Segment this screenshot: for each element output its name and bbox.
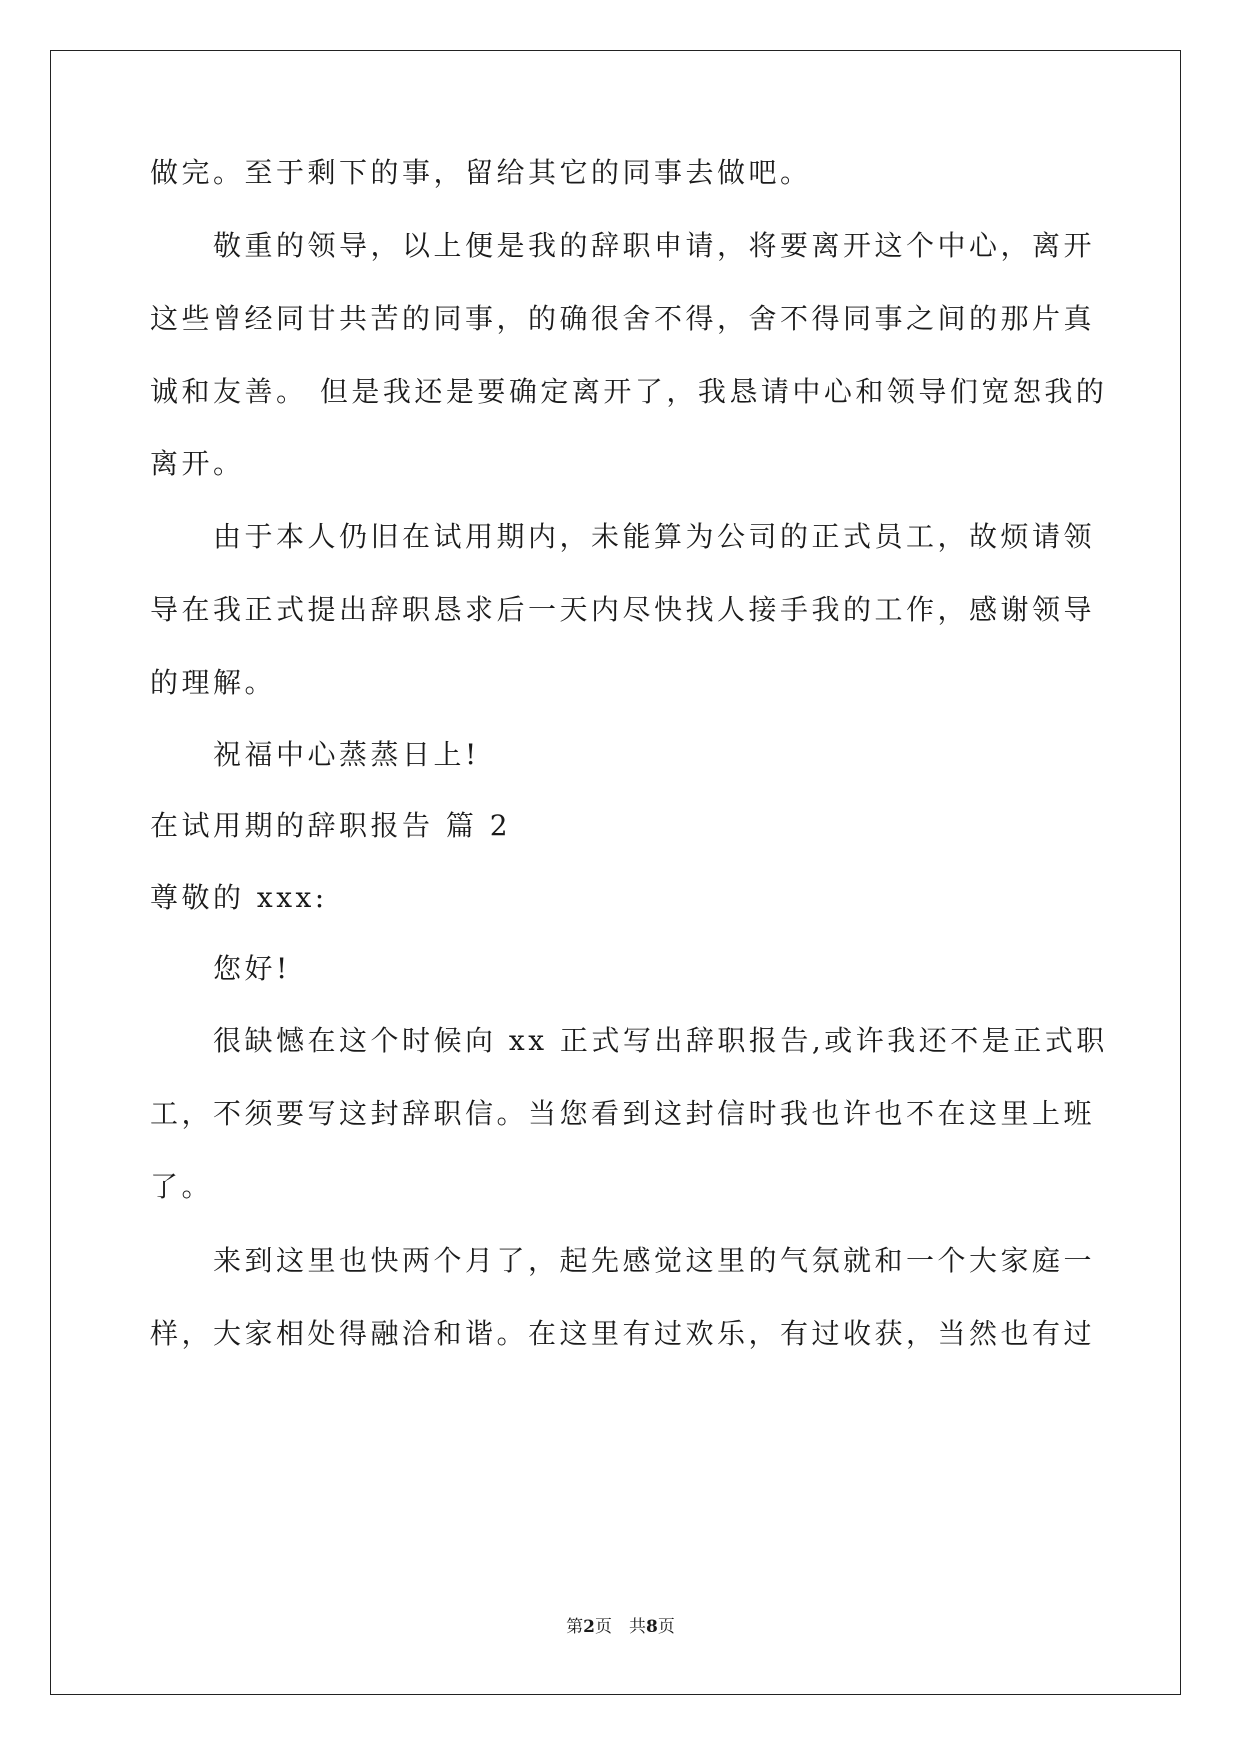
greeting: 您好! <box>213 952 291 985</box>
salutation: 尊敬的 xxx: <box>150 881 328 914</box>
footer-prefix: 第 <box>566 1617 584 1637</box>
text-line-2: 敬重的领导，以上便是我的辞职申请，将要离开这个中心，离开 <box>213 229 1096 262</box>
text-line-15: 了。 <box>150 1170 214 1203</box>
text-line-3: 这些曾经同甘共苦的同事，的确很舍不得，舍不得同事之间的那片真 <box>150 302 1096 335</box>
text-line-16: 来到这里也快两个月了，起先感觉这里的气氛就和一个大家庭一 <box>213 1244 1096 1277</box>
text-line-1: 做完。至于剩下的事，留给其它的同事去做吧。 <box>150 156 812 189</box>
total-page-number: 8 <box>646 1617 658 1637</box>
footer-suffix: 页 <box>657 1617 675 1637</box>
text-line-4: 诚和友善。 但是我还是要确定离开了，我恳请中心和领导们宽恕我的 <box>150 375 1108 408</box>
current-page-number: 2 <box>583 1617 595 1637</box>
section-heading: 在试用期的辞职报告 篇 2 <box>150 809 512 842</box>
page-number-footer <box>0 1616 1241 1638</box>
footer-mid: 页 共 <box>595 1617 646 1637</box>
page-border <box>50 50 1181 1695</box>
text-line-13: 很缺憾在这个时候向 xx 正式写出辞职报告,或许我还不是正式职 <box>213 1024 1108 1057</box>
text-line-17: 样，大家相处得融洽和谐。在这里有过欢乐，有过收获，当然也有过 <box>150 1317 1096 1350</box>
text-line-6: 由于本人仍旧在试用期内，未能算为公司的正式员工，故烦请领 <box>213 520 1096 553</box>
text-line-14: 工，不须要写这封辞职信。当您看到这封信时我也许也不在这里上班 <box>150 1097 1096 1130</box>
text-line-8: 的理解。 <box>150 666 277 699</box>
text-line-5: 离开。 <box>150 447 245 480</box>
text-line-9: 祝福中心蒸蒸日上! <box>213 738 480 771</box>
text-line-7: 导在我正式提出辞职恳求后一天内尽快找人接手我的工作，感谢领导 <box>150 593 1096 626</box>
